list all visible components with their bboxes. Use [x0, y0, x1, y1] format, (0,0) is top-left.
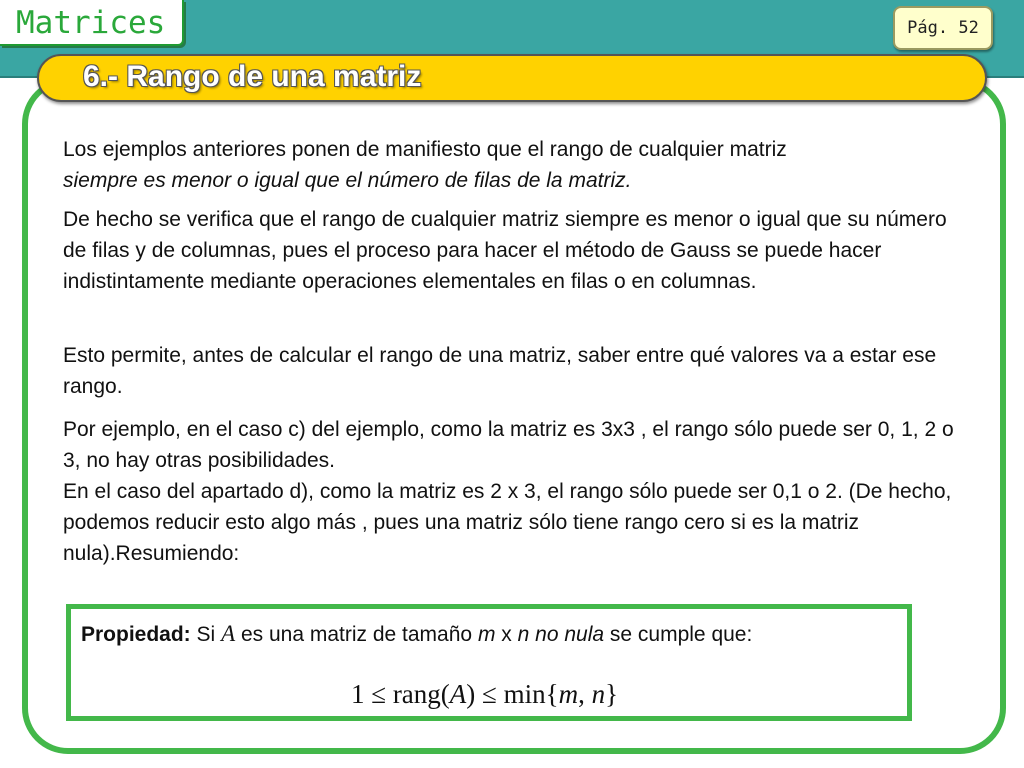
paragraph-3: [63, 340, 963, 402]
property-statement: Propiedad: Si A es una matriz de tamaño m x n no nula se cumple que:: [81, 621, 753, 646]
rank-inequality-formula: 1 ≤ rang(A) ≤ min{m, n}: [351, 679, 619, 709]
paragraph-4: [63, 414, 963, 569]
p3-text: Esto permite, antes de calcular el rango de una matriz, saber entre qué valores va a estar ese rango.: [63, 344, 937, 398]
p4b-text: En el caso del apartado d), como la matriz es 2 x 3, el rango sólo puede ser 0,1 o 2. (De hecho, podemos reducir esto algo más , pues una matriz sólo tiene rango cero si es la matriz nula).Resumiendo:: [63, 480, 952, 565]
property-box: [66, 604, 912, 721]
p1-italic-text: siempre es menor o igual que el número de filas de la matriz.: [63, 169, 632, 192]
p4a-text: Por ejemplo, en el caso c) del ejemplo, como la matriz es 3x3 , el rango sólo puede ser 0, 1, 2 o 3, no hay otras posibilidades.: [63, 418, 954, 472]
p1-text: Los ejemplos anteriores ponen de manifiesto que el rango de cualquier matriz: [63, 138, 787, 161]
section-banner: [37, 54, 987, 102]
paragraph-2: [63, 204, 963, 297]
page-number-badge: Pág. 52: [893, 6, 993, 50]
p2-text: De hecho se verifica que el rango de cualquier matriz siempre es menor o igual que su número de filas y de columnas, pues el proceso para hacer el método de Gauss se puede hacer indistintamente mediante operaciones elementales en filas o en columnas.: [63, 208, 947, 293]
paragraph-1: [63, 134, 963, 196]
property-label: Propiedad:: [81, 623, 191, 646]
section-title: 6.- Rango de una matriz: [83, 60, 422, 93]
slide-topic-tab: Matrices: [0, 0, 184, 46]
